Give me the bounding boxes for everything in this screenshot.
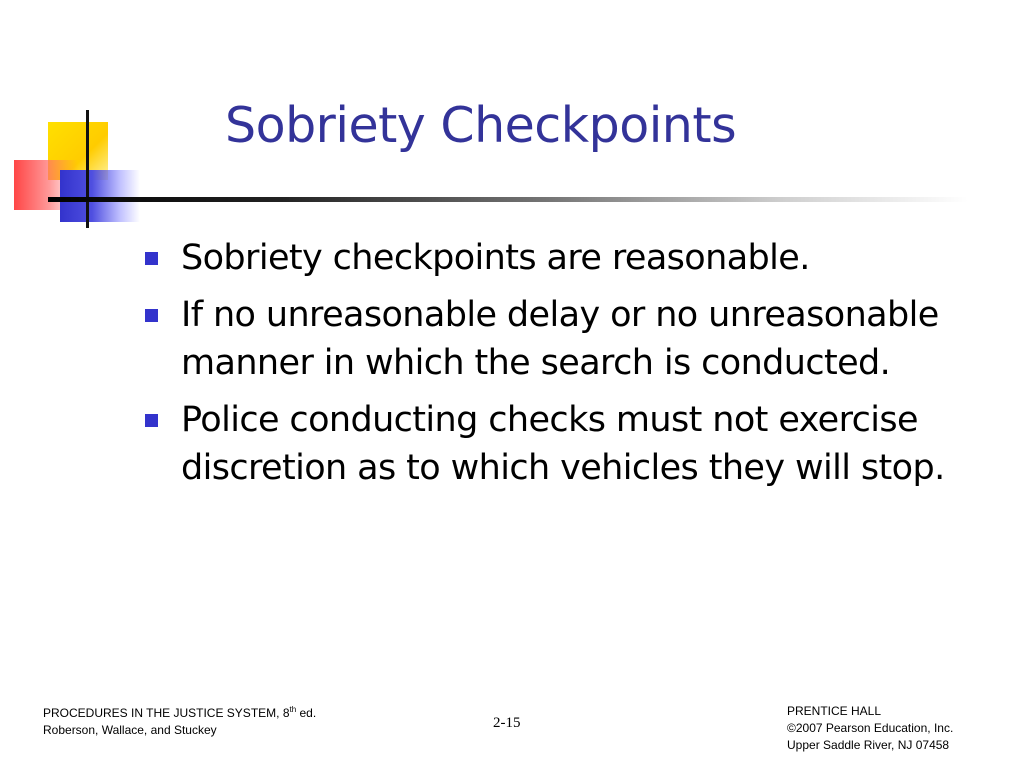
slide-title: Sobriety Checkpoints <box>225 97 737 154</box>
footer-book-credit <box>43 705 316 739</box>
bullet-list <box>145 234 995 501</box>
edition-suffix: ed. <box>296 706 317 720</box>
vertical-rule <box>86 110 89 228</box>
publisher-copyright: ©2007 Pearson Education, Inc. <box>787 721 954 735</box>
footer-authors: Roberson, Wallace, and Stuckey <box>43 723 217 737</box>
bullet-item <box>145 234 995 282</box>
publisher-name: PRENTICE HALL <box>787 704 882 718</box>
title-underline-rule <box>48 197 968 202</box>
footer-publisher <box>787 703 953 754</box>
blue-square-decoration <box>60 170 140 222</box>
edition-superscript: th <box>289 705 297 714</box>
square-bullet-icon <box>145 309 158 322</box>
square-bullet-icon <box>145 414 158 427</box>
footer-book-title <box>43 705 316 722</box>
bullet-item <box>145 291 995 387</box>
bullet-text: Sobriety checkpoints are reasonable. <box>181 238 810 278</box>
publisher-address: Upper Saddle River, NJ 07458 <box>787 738 950 752</box>
bullet-item <box>145 396 995 492</box>
page-number: 2-15 <box>493 715 521 731</box>
square-bullet-icon <box>145 252 158 265</box>
book-title-text: PROCEDURES IN THE JUSTICE SYSTEM, 8 <box>43 706 290 720</box>
bullet-text: Police conducting checks must not exercise discretion as to which vehicles they will stop. <box>181 400 945 488</box>
bullet-text: If no unreasonable delay or no unreasonable manner in which the search is conducted. <box>181 295 939 383</box>
